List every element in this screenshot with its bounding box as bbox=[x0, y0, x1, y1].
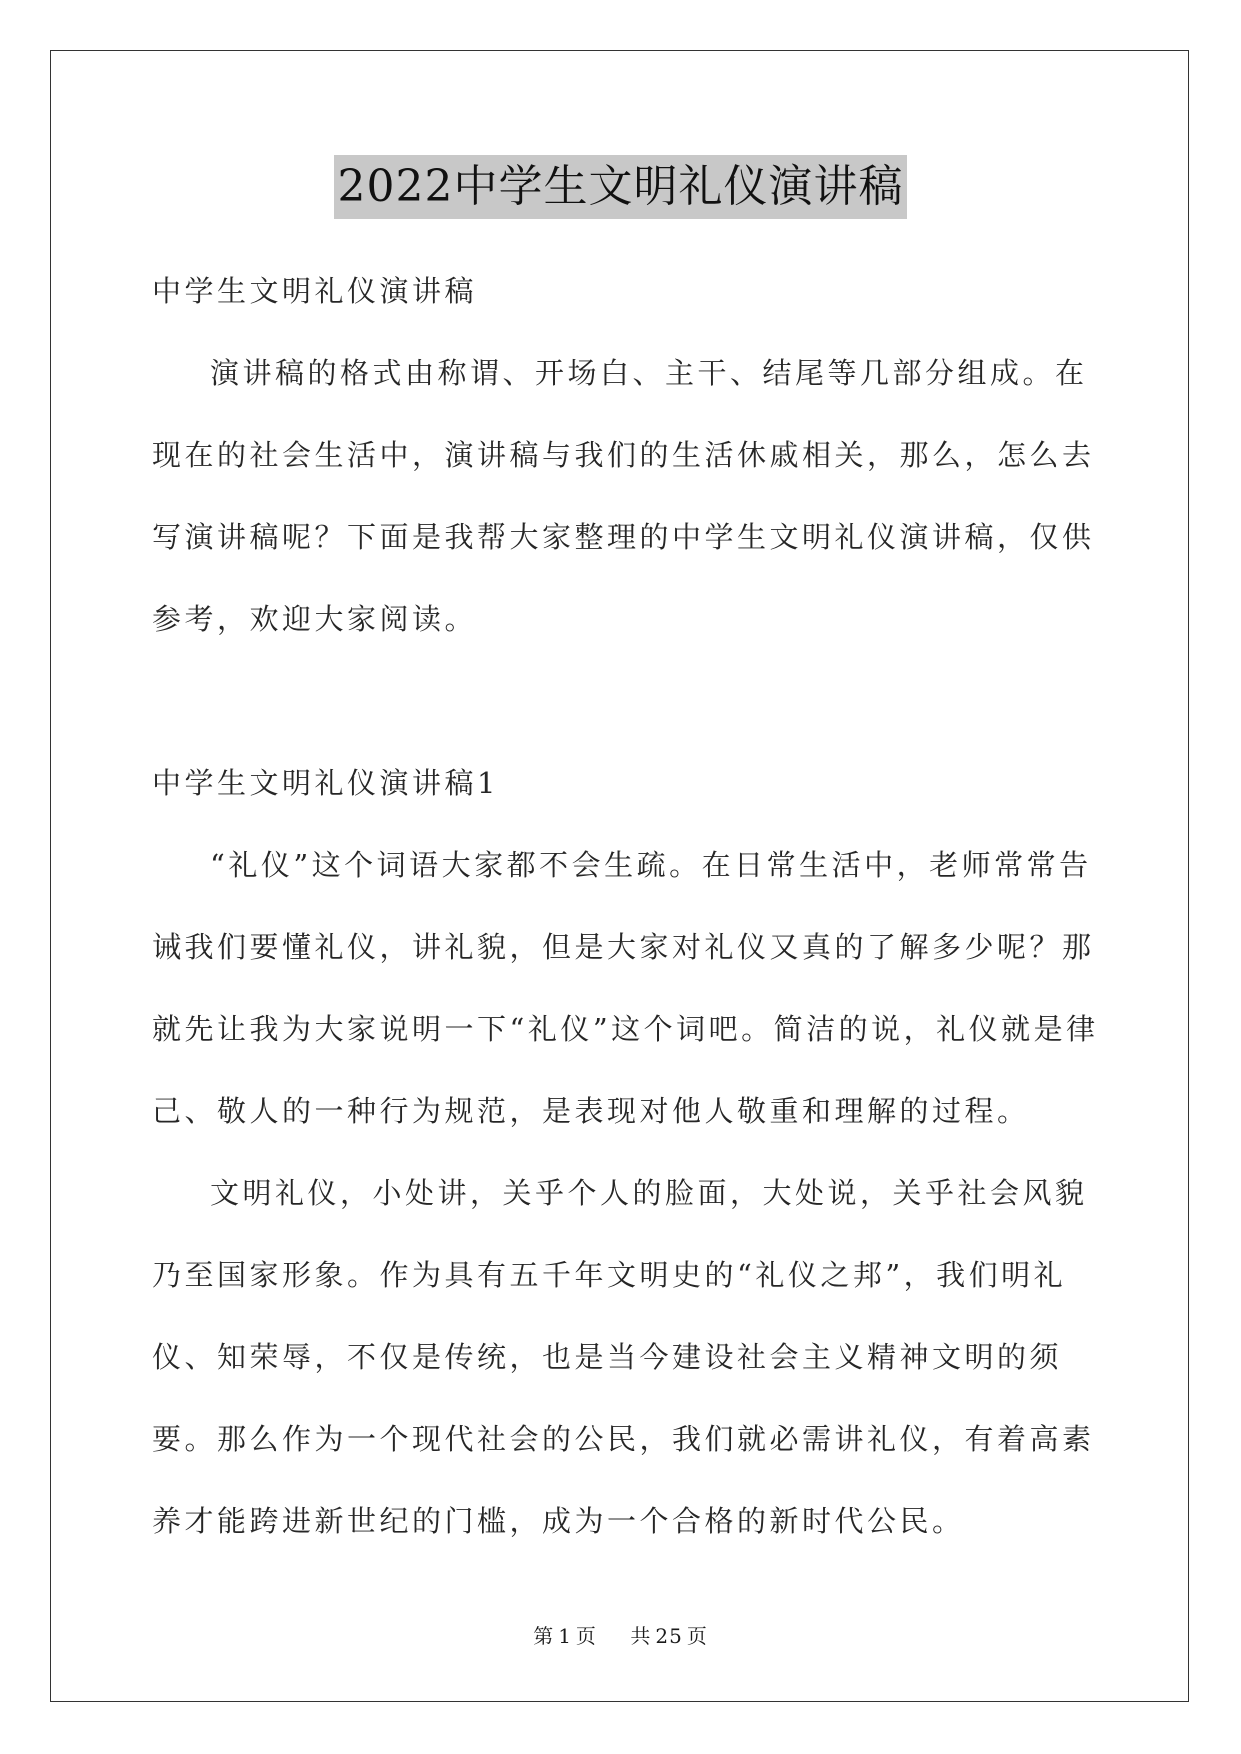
total-suffix: 页 bbox=[686, 1624, 708, 1648]
document-body bbox=[152, 250, 1112, 1562]
document-title: 2022中学生文明礼仪演讲稿 bbox=[334, 155, 908, 219]
intro-heading: 中学生文明礼仪演讲稿 bbox=[152, 274, 478, 308]
section-heading: 中学生文明礼仪演讲稿1 bbox=[152, 766, 499, 800]
section-spacer bbox=[152, 660, 1112, 742]
intro-paragraph: 演讲稿的格式由称谓、开场白、主干、结尾等几部分组成。在现在的社会生活中，演讲稿与我们的生活休戚相关，那么，怎么去写演讲稿呢？下面是我帮大家整理的中学生文明礼仪演讲稿，仅供参考，欢迎大家阅读。 bbox=[152, 356, 1095, 636]
total-pages: 25 bbox=[655, 1624, 683, 1648]
section-paragraph-1: “礼仪”这个词语大家都不会生疏。在日常生活中，老师常常告诫我们要懂礼仪，讲礼貌，但是大家对礼仪又真的了解多少呢？那就先让我为大家说明一下“礼仪”这个词吧。简洁的说，礼仪就是律己、敬人的一种行为规范，是表现对他人敬重和理解的过程。 bbox=[152, 848, 1099, 1128]
page-footer bbox=[0, 1620, 1241, 1649]
title-container bbox=[0, 155, 1241, 219]
page-suffix: 页 bbox=[575, 1624, 597, 1648]
total-prefix: 共 bbox=[630, 1624, 652, 1648]
section-paragraph-2: 文明礼仪，小处讲，关乎个人的脸面，大处说，关乎社会风貌乃至国家形象。作为具有五千年文明史的“礼仪之邦”，我们明礼仪、知荣辱，不仅是传统，也是当今建设社会主义精神文明的须要。那么作为一个现代社会的公民，我们就必需讲礼仪，有着高素养才能跨进新世纪的门槛，成为一个合格的新时代公民。 bbox=[152, 1176, 1095, 1538]
page-prefix: 第 bbox=[533, 1624, 555, 1648]
page-number: 1 bbox=[558, 1624, 572, 1648]
